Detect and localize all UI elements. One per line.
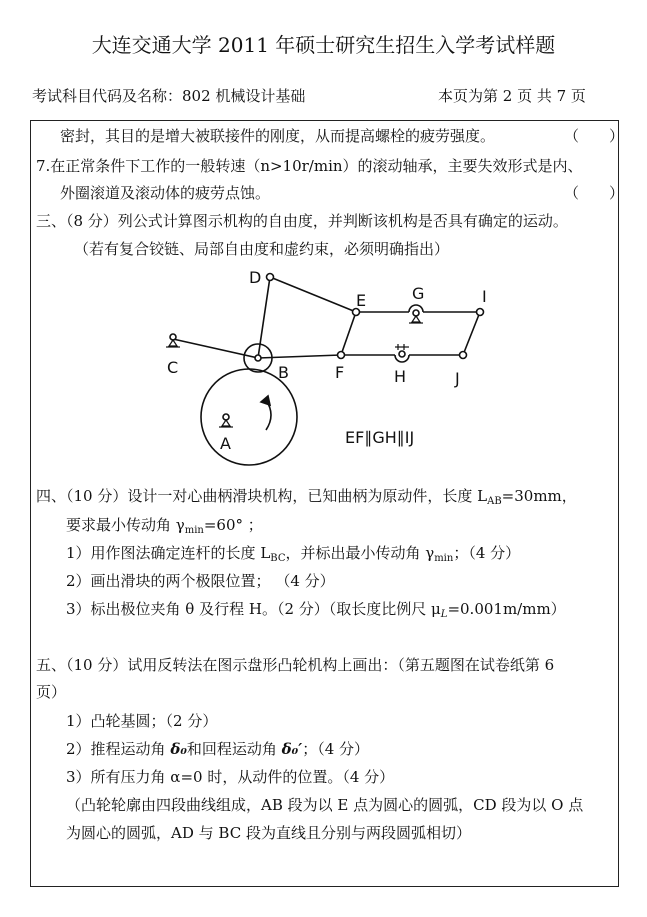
text-line: 7.在正常条件下工作的一般转速（n>10r/min）的滚动轴承，主要失效形式是内、 (36, 157, 583, 175)
answer-bracket: （ ） (564, 127, 625, 145)
question-5-item2: 2）推程运动角 δ₀和回程运动角 δ₀′；（4 分） (66, 740, 370, 758)
ground-symbols (166, 316, 423, 427)
question-5-item1: 1）凸轮基圆；（2 分） (66, 712, 218, 730)
question-5-item3: 3）所有压力角 α=0 时，从动件的位置。（4 分） (66, 768, 395, 786)
label-H: H (394, 367, 407, 386)
question-5-line2: 页） (36, 683, 67, 701)
label-F: F (335, 363, 345, 382)
label-A: A (220, 434, 231, 453)
subject-code: 考试科目代码及名称：802 机械设计基础 (32, 87, 306, 105)
cam-disk (201, 369, 297, 465)
question-5-note1: （凸轮轮廓由四段曲线组成，AB 段为以 E 点为圆心的圆弧，CD 段为以 O 点 (66, 796, 584, 814)
text-line: 外圈滚道及滚动体的疲劳点蚀。 (60, 184, 271, 202)
label-I: I (482, 287, 487, 306)
parallel-note: EF∥GH∥IJ (345, 428, 415, 447)
page-info: 本页为第 2 页 共 7 页 (438, 87, 586, 105)
question-4-item1: 1）用作图法确定连杆的长度 $L_{BC}$，并标出最小传动角 $\gamma_{min}$；（4 分） (66, 544, 521, 564)
label-C: C (167, 358, 179, 377)
question-4-line2: 要求最小传动角 $\gamma_{min}=60^\circ$ ； (66, 516, 263, 536)
question-5-note2: 为圆心的圆弧，AD 与 BC 段为直线且分别与两段圆弧相切） (66, 824, 471, 842)
question-4-item2: 2）画出滑块的两个极限位置； （4 分） (66, 572, 335, 590)
question-4-item3: 3）标出极位夹角 θ 及行程 H。（2 分）（取长度比例尺 $\mu_L=0.001m/mm$） (66, 600, 566, 620)
question-4-line1: 四、（10 分）设计一对心曲柄滑块机构，已知曲柄为原动件，长度 $L_{AB}=30mm$， (36, 487, 577, 507)
label-G: G (412, 284, 425, 303)
label-D: D (249, 268, 262, 287)
question-5-line1: 五、（10 分）试用反转法在图示盘形凸轮机构上画出：（第五题图在试卷纸第 6 (36, 656, 555, 674)
answer-bracket: （ ） (564, 184, 625, 202)
label-J: J (455, 369, 460, 388)
question-3: 三、（8 分）列公式计算图示机构的自由度，并判断该机构是否具有确定的运动。 (36, 212, 568, 230)
label-E: E (356, 291, 367, 310)
text-line: 密封，其目的是增大被联接件的刚度，从而提高螺栓的疲劳强度。 (60, 127, 496, 145)
page-title: 大连交通大学 2011 年硕士研究生招生入学考试样题 (91, 33, 556, 57)
label-B: B (278, 363, 289, 382)
question-3-note: （若有复合铰链、局部自由度和虚约束，必须明确指出） (74, 240, 450, 258)
